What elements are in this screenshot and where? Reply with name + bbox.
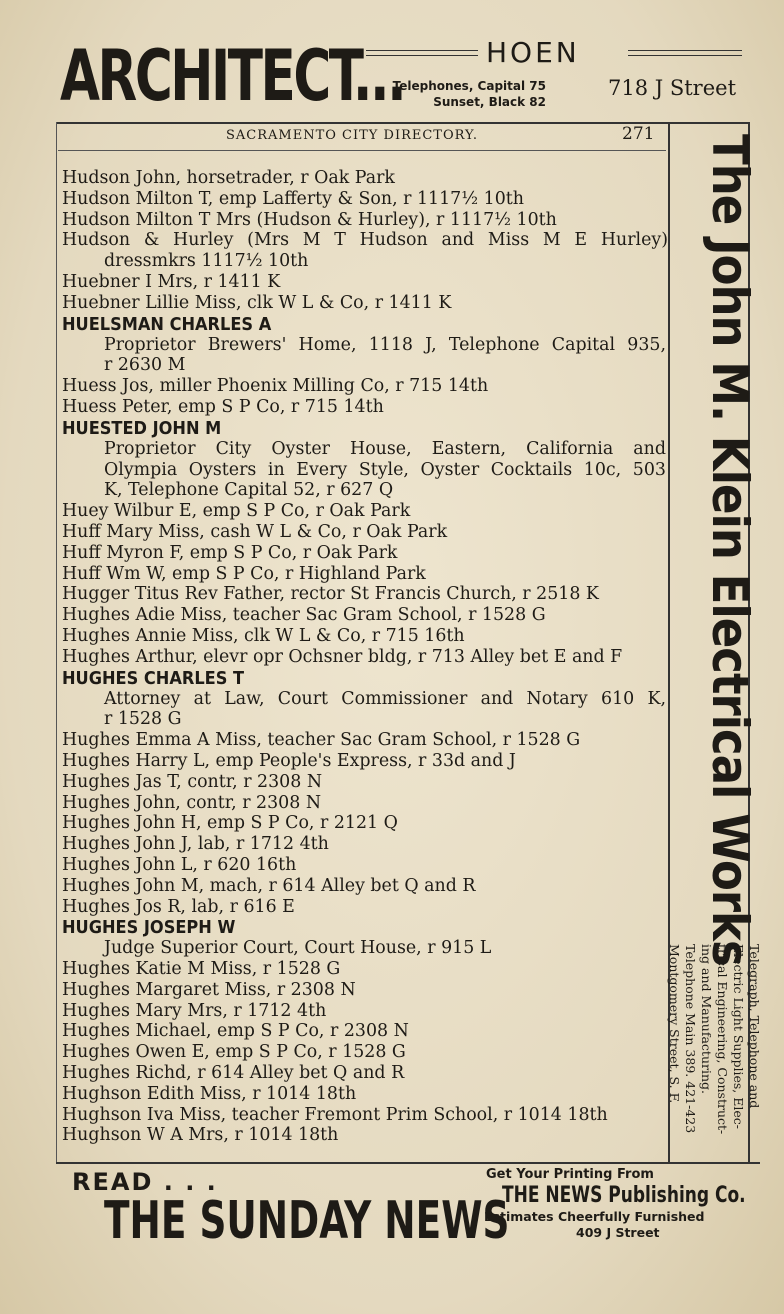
entry-line: Hughes Annie Miss, clk W L & Co, r 715 16th [62,625,465,646]
side-ad-title: The John M. Klein Electrical Works [701,134,759,966]
entry-body-line: K, Telephone Capital 52, r 627 Q [104,480,394,501]
entry-line: Hughson Edith Miss, r 1014 18th [62,1083,357,1104]
entry-line: Hughes Emma A Miss, teacher Sac Gram School, r 1528 G [62,730,581,751]
directory-entries [62,168,668,1146]
entry-line: Hughes John L, r 620 16th [62,854,297,875]
footer-estimates: Estimates Cheerfully Furnished [484,1209,705,1224]
entry-line: Hughes John H, emp S P Co, r 2121 Q [62,813,398,834]
entry-bold-heading: HUESTED JOHN M [62,417,222,439]
entry-line: Hughes Jas T, contr, r 2308 N [62,771,323,792]
side-ad-detail-line: ing and Manufacturing. [699,944,714,1095]
entry-bold-heading: HUGHES CHARLES T [62,667,245,689]
hoen-rule-right [628,50,742,56]
architect-name: HOEN [486,36,580,69]
entry-line: dressmkrs 1117½ 10th [104,251,309,272]
entry-body-line: Attorney at Law, Court Commissioner and Notary 610 K, [104,688,666,709]
page-number: 271 [622,124,655,144]
telephone-line: Sunset, Black 82 [433,95,546,109]
entry-line: Hughson Iva Miss, teacher Fremont Prim School, r 1014 18th [62,1104,608,1125]
frame-left-rule [56,122,57,1164]
side-ad-details [667,944,762,1158]
entry-line: Hudson & Hurley (Mrs M T Hudson and Miss M E Hurley) [62,230,668,251]
architect-heading: ARCHITECT... [60,35,405,117]
entry-line: Huff Mary Miss, cash W L & Co, r Oak Park [62,521,448,542]
entry-line: Huff Wm W, emp S P Co, r Highland Park [62,563,426,584]
entry-line: Huess Jos, miller Phoenix Milling Co, r 715 14th [62,376,489,397]
side-ad-detail-line: Telephone Main 389. 421-423 [683,944,698,1134]
entry-line: Hughes Richd, r 614 Alley bet Q and R [62,1063,405,1084]
footer-sunday-news: THE SUNDAY NEWS [104,1191,510,1251]
running-head: SACRAMENTO CITY DIRECTORY. [226,128,479,143]
entry-line: Hudson Milton T, emp Lafferty & Son, r 1117½ 10th [62,188,524,209]
telephone-line: Telephones, Capital 75 [392,79,546,93]
entry-bold-heading: HUGHES JOSEPH W [62,917,236,939]
entry-line: Hughes Jos R, lab, r 616 E [62,896,295,917]
side-ad-detail-line: Telegraph, Telephone and [747,944,762,1109]
frame-bottom-rule [56,1162,760,1164]
entry-line: Huebner Lillie Miss, clk W L & Co, r 1411 K [62,292,452,313]
entry-line: Hughes Michael, emp S P Co, r 2308 N [62,1021,409,1042]
entry-body-line: Proprietor Brewers' Home, 1118 J, Telephone Capital 935, [104,334,666,355]
entry-line: Hudson Milton T Mrs (Hudson & Hurley), r 1117½ 10th [62,209,557,230]
entry-line: Hughes John J, lab, r 1712 4th [62,834,329,855]
entry-line: Hughes Owen E, emp S P Co, r 1528 G [62,1042,406,1063]
entry-line: Hudson John, horsetrader, r Oak Park [62,168,395,188]
entry-line: Huess Peter, emp S P Co, r 715 14th [62,396,384,417]
entry-line: Huff Myron F, emp S P Co, r Oak Park [62,542,398,563]
architect-telephones [366,78,546,110]
header-rule [58,150,666,151]
entry-line: Hughes Arthur, elevr opr Ochsner bldg, r 713 Alley bet E and F [62,646,623,667]
entry-body-line: Olympia Oysters in Every Style, Oyster Cocktails 10c, 503 [104,459,666,480]
entry-body-line: Judge Superior Court, Court House, r 915 L [104,938,492,959]
entry-line: Hughes Mary Mrs, r 1712 4th [62,1000,327,1021]
entry-body-line: r 2630 M [104,355,186,376]
entry-body-line: Proprietor City Oyster House, Eastern, California and [104,438,666,459]
footer-get-printing: Get Your Printing From [486,1167,654,1182]
architect-address: 718 J Street [608,76,737,100]
entry-line: Huebner I Mrs, r 1411 K [62,271,281,292]
side-ad-detail-line: Electric Light Supplies, Elec- [731,944,746,1129]
footer-publisher: THE NEWS Publishing Co. [502,1183,746,1208]
side-ad-detail-line: Montgomery Street, S. F. [667,944,682,1104]
entry-line: Hughes Katie M Miss, r 1528 G [62,959,341,980]
entry-line: Hughes Margaret Miss, r 2308 N [62,979,356,1000]
side-ad-detail-line: trical Engineering, Construct- [715,944,730,1135]
entry-line: Huey Wilbur E, emp S P Co, r Oak Park [62,501,411,522]
footer-read: READ . . . [72,1168,218,1196]
entry-line: Hugger Titus Rev Father, rector St Francis Church, r 2518 K [62,584,599,605]
footer-address: 409 J Street [576,1225,660,1240]
entry-line: Hughes John M, mach, r 614 Alley bet Q and R [62,875,476,896]
entry-line: Hughes Adie Miss, teacher Sac Gram School, r 1528 G [62,605,546,626]
entry-line: Hughes John, contr, r 2308 N [62,792,322,813]
entry-line: Hughes Harry L, emp People's Express, r 33d and J [62,750,516,771]
entry-bold-heading: HUELSMAN CHARLES A [62,313,272,335]
entry-body-line: r 1528 G [104,709,182,730]
hoen-rule-left [366,50,478,56]
entry-line: Hughson W A Mrs, r 1014 18th [62,1125,339,1146]
